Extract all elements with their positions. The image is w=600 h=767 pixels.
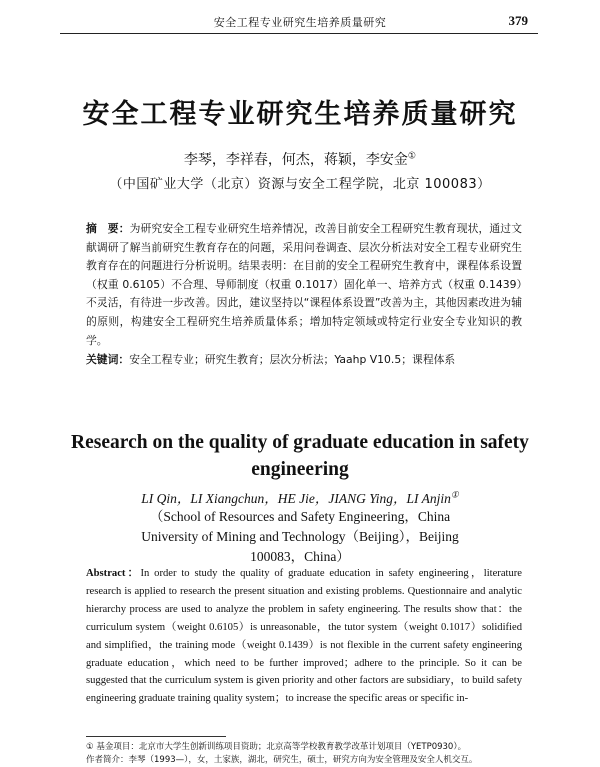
chinese-author-names: 李琴，李祥春，何杰，蒋颖，李安金 <box>183 152 408 168</box>
chinese-keywords-label: 关键词： <box>86 353 130 366</box>
chinese-author-footnote-mark: ① <box>407 151 417 162</box>
english-abstract-label: Abstract： <box>86 568 141 579</box>
english-title: Research on the quality of graduate education in safety engineering <box>71 432 529 480</box>
chinese-keywords <box>86 352 522 367</box>
header-rule <box>60 33 538 34</box>
chinese-title: 安全工程专业研究生培养质量研究 <box>82 99 518 130</box>
footnote-author-bio: 作者简介：李琴（1993—），女，土家族，湖北，研究生，硕士，研究方向为安全管理及安全人机交互。 <box>86 755 478 765</box>
running-header-title: 安全工程专业研究生培养质量研究 <box>213 16 387 29</box>
footnotes <box>86 741 546 767</box>
english-authors <box>0 487 600 507</box>
chinese-keywords-text: 安全工程专业；研究生教育；层次分析法；Yaahp V10.5；课程体系 <box>129 353 456 366</box>
footnote-funding: ① 基金项目：北京市大学生创新训练项目资助；北京高等学校教育教学改革计划项目（YETP0930）。 <box>86 742 467 752</box>
chinese-affiliation: （中国矿业大学（北京）资源与安全工程学院，北京 100083） <box>109 177 491 192</box>
page-number: 379 <box>508 13 528 28</box>
chinese-abstract-label: 摘 要： <box>86 222 130 235</box>
english-abstract <box>86 565 522 708</box>
chinese-authors <box>0 149 600 169</box>
english-abstract-text: In order to study the quality of graduate education in safety engineering，literature research is applied to research the present situation and existing problems. Questionnaire and analytic hierarchy process are used to analyze the problem in safety engineering. The results show that：the curriculum system（weight 0.6105）is unreasonable，the tutor system（weight 0.1017）solidified and simplified，the training mode（weight 0.1439）is not flexible in the current safety engineering graduate education，which need to be further improved；adhere to the principle. So it can be suggested that the curriculum system is given priority and other factors are subsidiary，to build safety engineering graduate training quality system；to increase the specific areas or specific in- <box>86 568 522 705</box>
english-author-footnote-mark: ① <box>450 489 459 500</box>
english-author-names: LI Qin，LI Xiangchun，HE Jie，JIANG Ying，LI Anjin <box>141 491 451 506</box>
chinese-abstract-text: 为研究安全工程专业研究生培养情况，改善目前安全工程研究生教育现状，通过文献调研了解当前研究生教育存在的问题，采用问卷调查、层次分析法对安全工程专业研究生教育存在的问题进行分析说明。结果表明：在目前的安全工程研究生教育中，课程体系设置（权重 0.6105）不合理、导师制度（权重 0.1017）固化单一、培养方式（权重 0.1439）不灵活，有待进一步改善。因此，建议坚持以“课程体系设置”改善为主，其他因素改进为辅的原则，构建安全工程研究生培养质量体系；增加特定领域或特定行业安全专业知识的教学。 <box>86 222 523 347</box>
footnote-rule <box>86 736 226 737</box>
english-affiliation: （School of Resources and Safety Engineering，China University of Mining and Technology（Beijing），Beijing 100083，China） <box>141 509 459 564</box>
chinese-abstract <box>86 220 522 350</box>
